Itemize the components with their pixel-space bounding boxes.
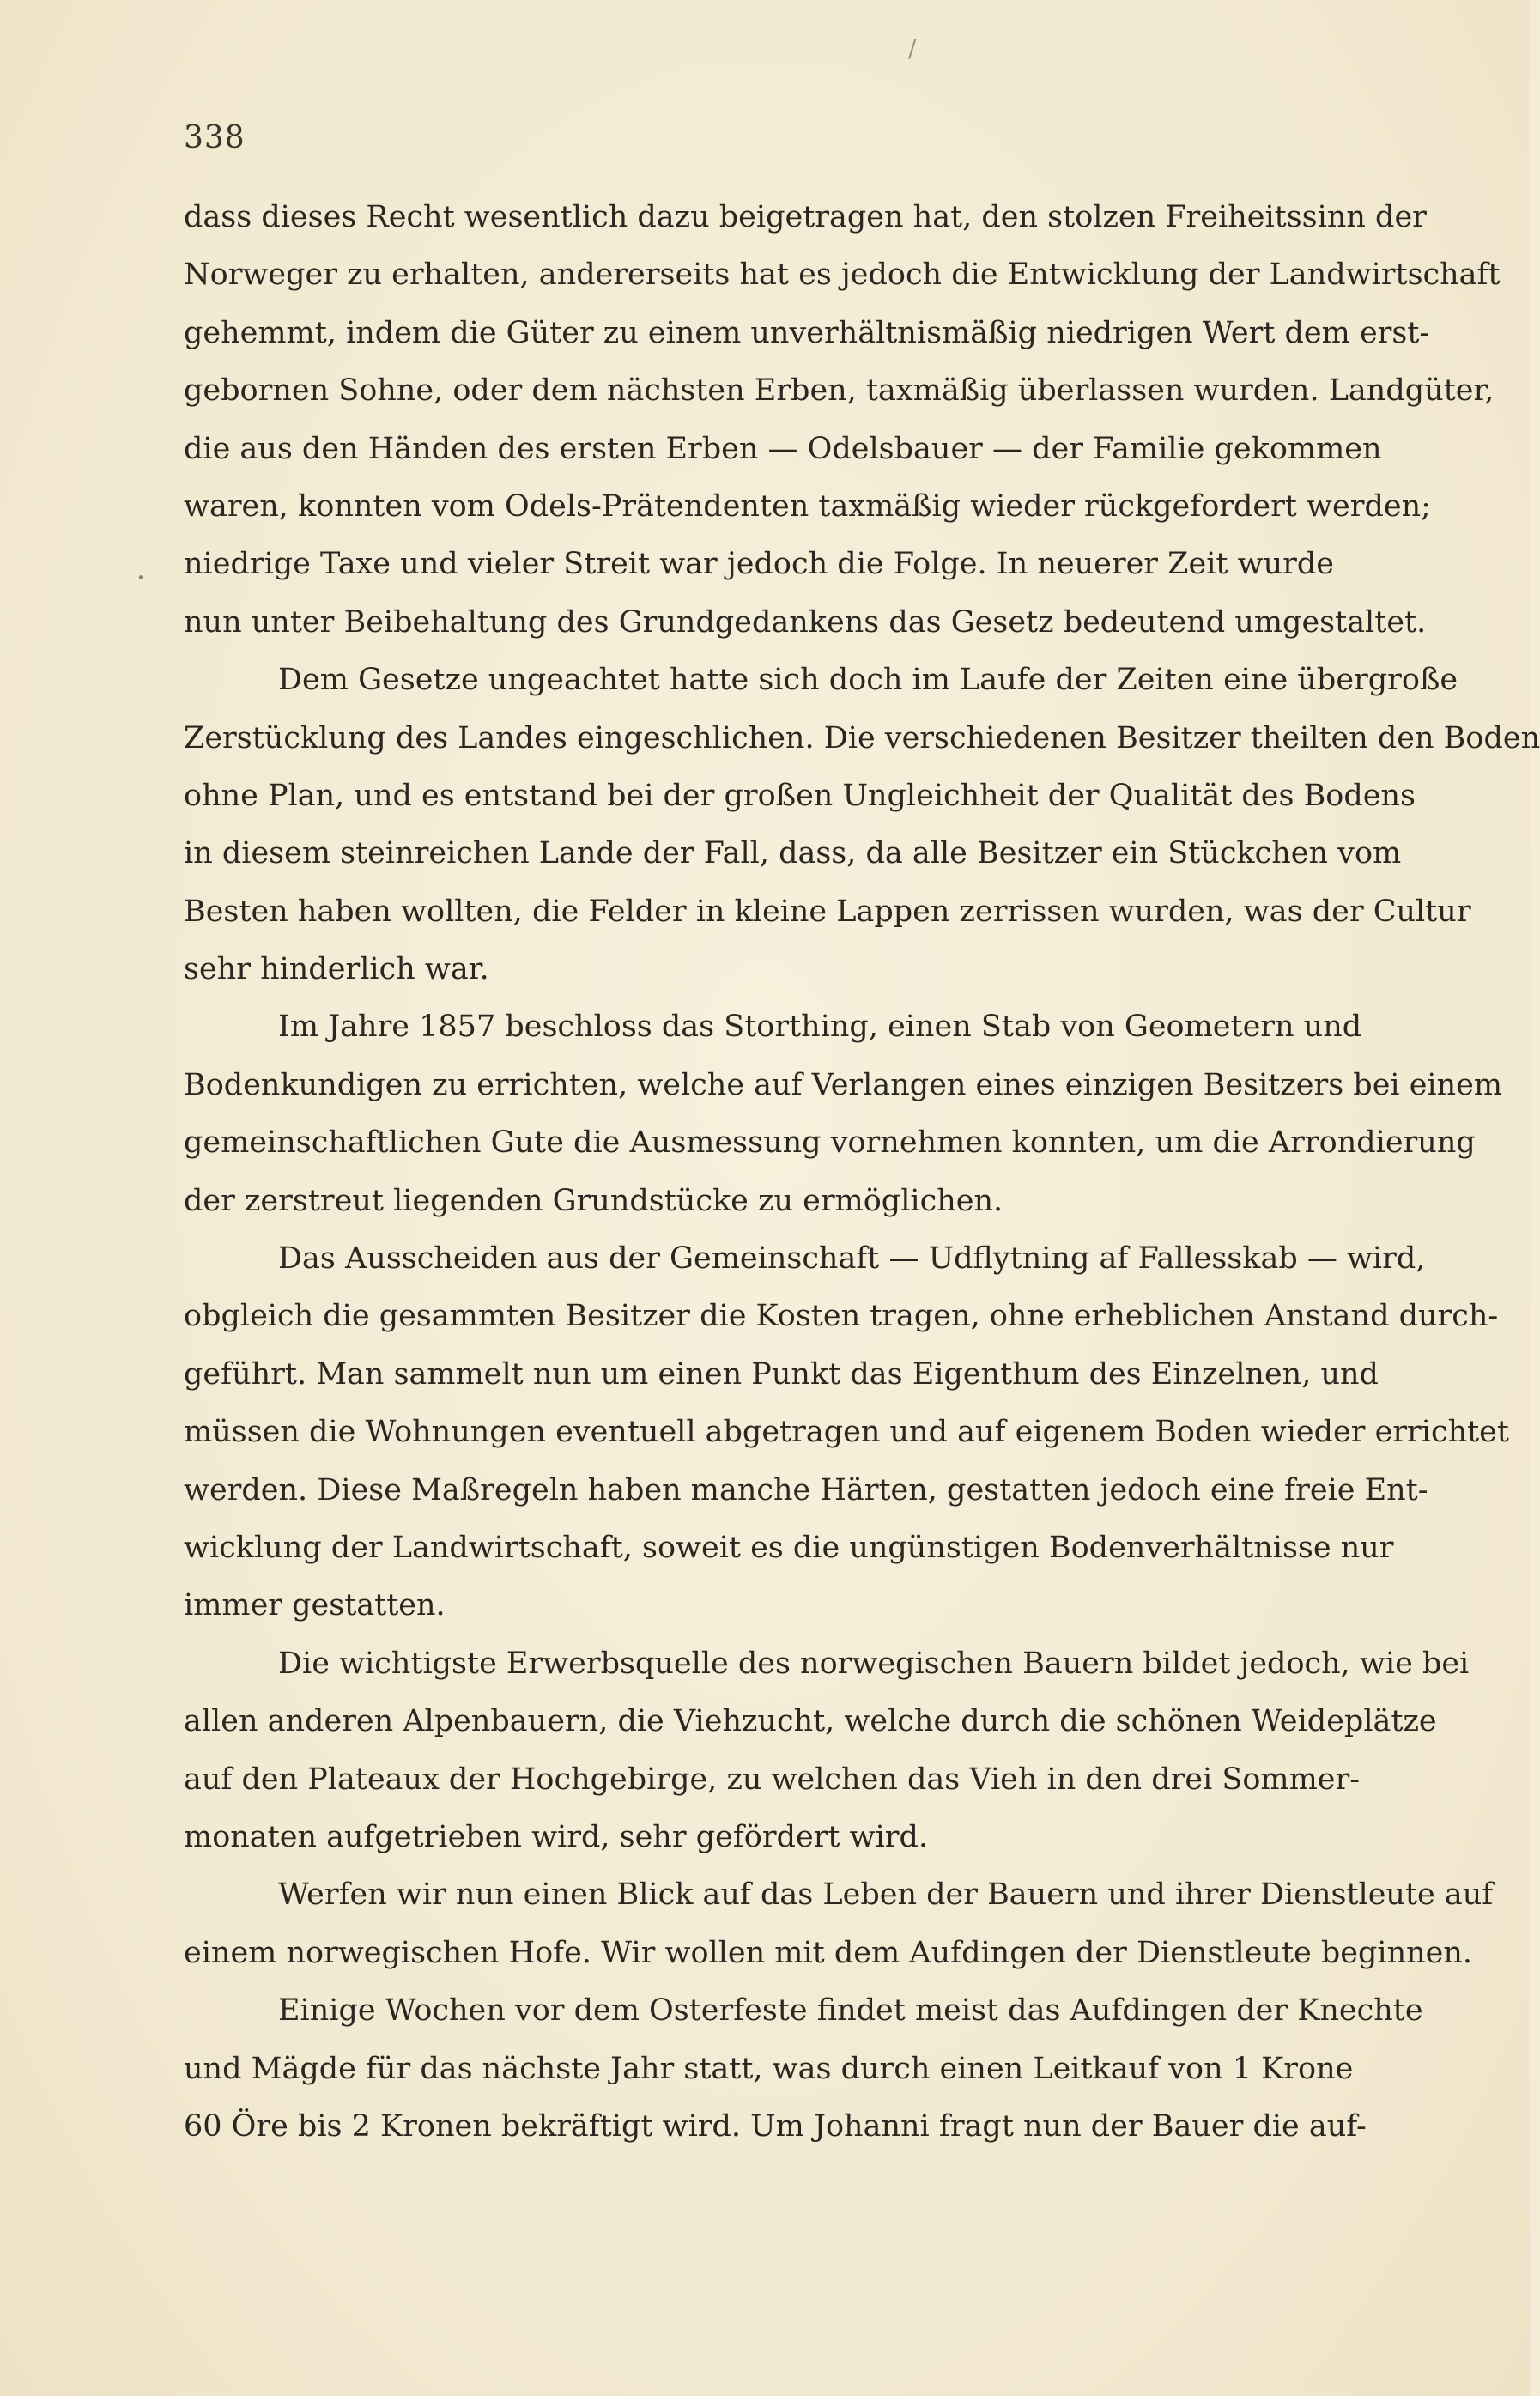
margin-dot	[139, 575, 143, 579]
text-line: Die wichtigste Erwerbsquelle des norwegischen Bauern bildet jedoch, wie bei	[278, 1646, 1470, 1681]
text-line: Zerstücklung des Landes eingeschlichen. Die verschiedenen Besitzer theilten den Boden	[184, 720, 1540, 755]
paragraph	[184, 652, 1540, 998]
text-line: Werfen wir nun einen Blick auf das Leben der Bauern und ihrer Dienstleute auf	[278, 1877, 1494, 1913]
text-line: einem norwegischen Hofe. Wir wollen mit dem Aufdingen der Dienstleute beginnen.	[184, 1935, 1473, 1970]
paragraph	[184, 1230, 1509, 1635]
text-line: dass dieses Recht wesentlich dazu beigetragen hat, den stolzen Freiheitssinn der	[184, 200, 1427, 234]
text-line: Bodenkundigen zu errichten, welche auf Verlangen eines einzigen Besitzers bei einem	[184, 1067, 1503, 1102]
paragraph	[184, 1866, 1494, 1982]
text-line: in diesem steinreichen Lande der Fall, dass, da alle Besitzer ein Stückchen vom	[184, 836, 1402, 871]
text-line: gemeinschaftlichen Gute die Ausmessung vornehmen konnten, um die Arrondierung	[184, 1125, 1476, 1161]
text-line: Besten haben wollten, die Felder in kleine Lappen zerrissen wurden, was der Cultur	[184, 894, 1471, 929]
text-line: niedrige Taxe und vieler Streit war jedoch die Folge. In neuerer Zeit wurde	[184, 547, 1334, 582]
text-line: immer gestatten.	[184, 1588, 446, 1623]
text-line: müssen die Wohnungen eventuell abgetragen und auf eigenem Boden wieder errichtet	[184, 1415, 1509, 1450]
text-line: Das Ausscheiden aus der Gemeinschaft — Udflytning af Fallesskab — wird,	[278, 1241, 1426, 1277]
text-line: Dem Gesetze ungeachtet hatte sich doch im Laufe der Zeiten eine übergroße	[278, 663, 1458, 698]
paragraph	[184, 998, 1503, 1230]
text-line: 60 Öre bis 2 Kronen bekräftigt wird. Um Johanni fragt nun der Bauer die auf-	[184, 2108, 1367, 2144]
text-line: Im Jahre 1857 beschloss das Storthing, einen Stab von Geometern und	[278, 1010, 1362, 1045]
text-line: gebornen Sohne, oder dem nächsten Erben, taxmäßig überlassen wurden. Landgüter,	[184, 373, 1495, 409]
text-line: ohne Plan, und es entstand bei der großen Ungleichheit der Qualität des Bodens	[184, 778, 1416, 813]
text-line: wicklung der Landwirtschaft, soweit es die ungünstigen Bodenverhältnisse nur	[184, 1530, 1394, 1565]
text-line: gehemmt, indem die Güter zu einem unverhältnismäßig niedrigen Wert dem erst-	[184, 315, 1430, 350]
text-line: nun unter Beibehaltung des Grundgedankens das Gesetz bedeutend umgestaltet.	[184, 604, 1427, 640]
text-line: obgleich die gesammten Besitzer die Kosten tragen, ohne erheblichen Anstand durch-	[184, 1299, 1499, 1334]
paragraph	[184, 1982, 1423, 2156]
text-line: der zerstreut liegenden Grundstücke zu ermöglichen.	[184, 1183, 1003, 1218]
text-line: geführt. Man sammelt nun um einen Punkt das Eigenthum des Einzelnen, und	[184, 1356, 1379, 1392]
paragraph	[184, 1635, 1470, 1867]
text-line: auf den Plateaux der Hochgebirge, zu welchen das Vieh in den drei Sommer-	[184, 1762, 1361, 1797]
paragraph	[184, 189, 1501, 652]
text-line: waren, konnten vom Odels-Prätendenten taxmäßig wieder rückgefordert werden;	[184, 488, 1431, 524]
text-line: Norweger zu erhalten, andererseits hat es jedoch die Entwicklung der Landwirtschaft	[184, 258, 1501, 293]
page-number: 338	[184, 120, 246, 155]
text-line: monaten aufgetrieben wird, sehr gefördert wird.	[184, 1819, 929, 1854]
text-line: die aus den Händen des ersten Erben — Odelsbauer — der Familie gekommen	[184, 431, 1382, 466]
body-text	[184, 189, 1540, 2156]
text-line: sehr hinderlich war.	[184, 952, 489, 987]
text-line: allen anderen Alpenbauern, die Viehzucht, welche durch die schönen Weideplätze	[184, 1704, 1437, 1739]
text-line: und Mägde für das nächste Jahr statt, was durch einen Leitkauf von 1 Krone	[184, 2051, 1354, 2086]
text-line: werden. Diese Maßregeln haben manche Härten, gestatten jedoch eine freie Ent-	[184, 1472, 1428, 1507]
corner-mark: /	[908, 34, 917, 63]
text-line: Einige Wochen vor dem Osterfeste findet meist das Aufdingen der Knechte	[278, 1993, 1423, 2029]
